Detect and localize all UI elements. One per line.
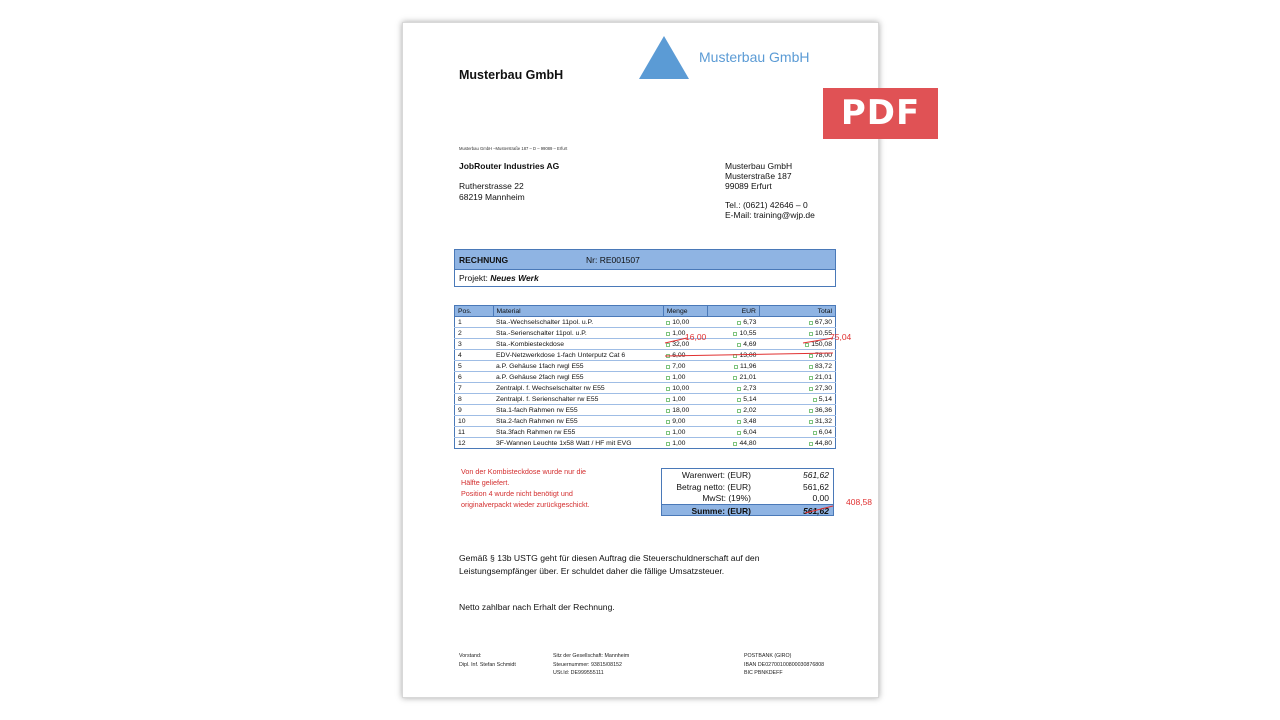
cell-material (493, 427, 663, 438)
cell-eur (708, 405, 760, 416)
field-marker-icon (666, 398, 670, 402)
cell-menge (663, 405, 708, 416)
cell-menge-text: 1,00 (672, 373, 686, 381)
cell-menge (663, 317, 708, 328)
cell-eur (708, 427, 760, 438)
field-marker-icon (737, 420, 741, 424)
cell-total (759, 416, 835, 427)
tax-note-line: Gemäß § 13b USTG geht für diesen Auftrag die Steuerschuldnerschaft auf den (459, 553, 760, 563)
footer-vat-id: USt.Id: DE999555111 (553, 670, 604, 676)
cell-eur-text: 3,48 (743, 417, 757, 425)
cell-menge (663, 438, 708, 449)
cell-menge-text: 10,00 (672, 318, 690, 326)
footer-bic: BIC PBNKDEFF (744, 670, 783, 676)
cell-material-text: Sta.-Kombiesteckdose (496, 340, 565, 348)
cell-pos-text: 3 (458, 340, 462, 348)
cell-menge-text: 10,00 (672, 384, 690, 392)
field-marker-icon (666, 365, 670, 369)
field-marker-icon (809, 420, 813, 424)
cell-material (493, 350, 663, 361)
cell-material (493, 383, 663, 394)
summe-label: Summe: (EUR) (691, 505, 751, 516)
cell-material-text: Sta.-Wechselschalter 11pol. u.P. (496, 318, 594, 326)
field-marker-icon (666, 321, 670, 325)
footer-bank (744, 652, 824, 678)
field-marker-icon (813, 431, 817, 435)
cell-material-text: Sta.3fach Rahmen rw E55 (496, 428, 576, 436)
cell-total (759, 383, 835, 394)
field-marker-icon (666, 420, 670, 424)
field-marker-icon (737, 409, 741, 413)
cell-material (493, 394, 663, 405)
cell-eur (708, 372, 760, 383)
cell-menge-text: 1,00 (672, 428, 686, 436)
issuer-street: Musterstraße 187 (725, 171, 792, 181)
cell-eur-text: 44,80 (739, 439, 757, 447)
field-marker-icon (666, 387, 670, 391)
cell-total (759, 317, 835, 328)
table-row (455, 427, 836, 438)
field-marker-icon (666, 431, 670, 435)
issuer-email: E-Mail: training@wjp.de (725, 210, 815, 220)
recipient-address (459, 161, 559, 203)
field-marker-icon (809, 442, 813, 446)
cell-menge-text: 1,00 (672, 439, 686, 447)
invoice-page (402, 22, 879, 698)
netto-value: 561,62 (803, 481, 829, 492)
correction-menge-row3: 16,00 (685, 332, 707, 342)
table-row (455, 416, 836, 427)
footer-bank-name: POSTBANK (GIRO) (744, 653, 792, 659)
table-row (455, 372, 836, 383)
issuer-name: Musterbau GmbH (725, 161, 793, 171)
cell-eur-text: 2,02 (743, 406, 757, 414)
cell-menge-text: 7,00 (672, 362, 686, 370)
cell-material-text: Zentralpl. f. Wechselschalter rw E55 (496, 384, 605, 392)
warenwert-row (662, 469, 833, 481)
tax-note-line: Leistungsempfänger über. Er schuldet daher die fällige Umsatzsteuer. (459, 565, 725, 576)
cell-pos-text: 5 (458, 362, 462, 370)
field-marker-icon (737, 398, 741, 402)
cell-menge-text: 32,00 (672, 340, 690, 348)
cell-material (493, 438, 663, 449)
cell-menge (663, 427, 708, 438)
issuer-address (725, 161, 815, 220)
project-line (455, 270, 835, 283)
field-marker-icon (733, 442, 737, 446)
cell-menge (663, 372, 708, 383)
cell-total (759, 372, 835, 383)
cell-eur (708, 438, 760, 449)
cell-eur-text: 5,14 (743, 395, 757, 403)
issuer-city: 99089 Erfurt (725, 181, 772, 191)
cell-eur-text: 13,00 (739, 351, 757, 359)
cell-pos (455, 405, 494, 416)
strike-summe (803, 503, 835, 515)
field-marker-icon (809, 376, 813, 380)
tax-note (459, 552, 839, 577)
cell-total-text: 36,36 (814, 406, 832, 414)
field-marker-icon (666, 442, 670, 446)
cell-pos-text: 9 (458, 406, 462, 414)
field-marker-icon (809, 321, 813, 325)
cell-pos (455, 350, 494, 361)
field-marker-icon (809, 365, 813, 369)
cell-material (493, 372, 663, 383)
table-row (455, 394, 836, 405)
mwst-label: MwSt: (19%) (702, 493, 751, 503)
cell-eur (708, 383, 760, 394)
cell-pos-text: 1 (458, 318, 462, 326)
cell-pos-text: 6 (458, 373, 462, 381)
table-row (455, 361, 836, 372)
cell-menge (663, 361, 708, 372)
field-marker-icon (809, 409, 813, 413)
items-header-row (455, 306, 836, 317)
warenwert-value: 561,62 (803, 470, 829, 480)
cell-total (759, 394, 835, 405)
cell-pos-text: 4 (458, 351, 462, 359)
field-marker-icon (737, 321, 741, 325)
cell-pos-text: 11 (458, 428, 466, 436)
cell-total-text: 5,14 (818, 395, 832, 403)
summe-value: 561,62 (803, 505, 829, 516)
cell-total-text: 21,01 (814, 373, 832, 381)
col-pos: Pos. (455, 306, 494, 317)
cell-pos (455, 339, 494, 350)
table-row (455, 317, 836, 328)
field-marker-icon (737, 387, 741, 391)
strike-menge-row3 (665, 338, 687, 343)
sender-line: Musterbau GmbH –Musterstraße 187 – D – 99089 – Erfurt (459, 146, 568, 151)
cell-total-text: 83,72 (814, 362, 832, 370)
cell-pos (455, 427, 494, 438)
cell-pos-text: 12 (458, 439, 466, 447)
cell-pos (455, 328, 494, 339)
cell-eur-text: 10,55 (739, 329, 757, 337)
table-row (455, 438, 836, 449)
strike-row4 (665, 353, 833, 356)
payment-note: Netto zahlbar nach Erhalt der Rechnung. (459, 602, 615, 612)
cell-material (493, 405, 663, 416)
remark-line: originalverpackt wieder zurückgeschickt. (461, 500, 590, 509)
footer-board-label: Vorstand: (459, 653, 482, 659)
cell-total (759, 427, 835, 438)
footer-iban: IBAN DE02700100800030876808 (744, 661, 825, 668)
cell-pos-text: 2 (458, 329, 462, 337)
cell-eur-text: 21,01 (739, 373, 757, 381)
cell-pos-text: 10 (458, 417, 466, 425)
field-marker-icon (809, 387, 813, 391)
cell-eur-text: 11,96 (739, 362, 757, 370)
recipient-city: 68219 Mannheim (459, 192, 525, 202)
cell-total-text: 27,30 (814, 384, 832, 392)
cell-material-text: a.P. Gehäuse 1fach rwgl E55 (496, 362, 584, 370)
cell-total-text: 31,32 (814, 417, 832, 425)
cell-pos-text: 7 (458, 384, 462, 392)
cell-material-text: EDV-Netzwerkdose 1-fach Unterputz Cat 6 (496, 351, 626, 359)
items-table (454, 305, 836, 449)
recipient-street: Rutherstrasse 22 (459, 181, 524, 191)
cell-total (759, 438, 835, 449)
field-marker-icon (666, 376, 670, 380)
cell-material-text: Sta.1-fach Rahmen rw E55 (496, 406, 578, 414)
cell-menge-text: 6,00 (672, 351, 686, 359)
cell-material-text: 3F-Wannen Leuchte 1x58 Watt / HF mit EVG (496, 439, 632, 447)
cell-eur (708, 317, 760, 328)
cell-total-text: 67,30 (814, 318, 832, 326)
cell-material (493, 361, 663, 372)
logo-triangle-icon (639, 36, 689, 79)
footer-company (553, 652, 629, 678)
warenwert-label: Warenwert: (EUR) (681, 470, 751, 480)
cell-menge (663, 394, 708, 405)
field-marker-icon (737, 431, 741, 435)
netto-row (662, 481, 833, 493)
cell-pos (455, 361, 494, 372)
invoice-number: Nr: RE001507 (586, 255, 640, 265)
cell-menge-text: 1,00 (672, 329, 686, 337)
col-eur: EUR (708, 306, 760, 317)
cell-pos (455, 416, 494, 427)
field-marker-icon (734, 365, 738, 369)
remark-line: Hälfte geliefert. (461, 478, 510, 487)
footer-board (459, 652, 516, 669)
cell-eur-text: 6,04 (743, 428, 757, 436)
cell-menge-text: 1,00 (672, 395, 686, 403)
invoice-label: RECHNUNG (459, 255, 509, 265)
cell-material-text: Sta.2-fach Rahmen rw E55 (496, 417, 578, 425)
cell-total-text: 6,04 (818, 428, 832, 436)
cell-material-text: a.P. Gehäuse 2fach rwgl E55 (496, 373, 584, 381)
field-marker-icon (733, 376, 737, 380)
cell-material-text: Zentralpl. f. Serienschalter rw E55 (496, 395, 599, 403)
netto-label: Betrag netto: (EUR) (676, 481, 751, 492)
col-material: Material (493, 306, 663, 317)
pdf-badge: PDF (823, 88, 938, 139)
footer-seat: Sitz der Gesellschaft: Mannheim (553, 653, 630, 659)
strike-marks (663, 335, 839, 359)
correction-summe: 408,58 (846, 497, 872, 507)
cell-pos (455, 372, 494, 383)
cell-total-text: 44,80 (814, 439, 832, 447)
col-total: Total (759, 306, 835, 317)
cell-eur (708, 361, 760, 372)
cell-menge (663, 383, 708, 394)
remark-line: Position 4 wurde nicht benötigt und (461, 489, 573, 498)
cell-pos (455, 394, 494, 405)
footer-board-name: Dipl. Inf. Stefan Schmidt (459, 661, 516, 668)
strike-total-row3 (803, 338, 833, 343)
cell-menge-text: 9,00 (672, 417, 686, 425)
field-marker-icon (666, 409, 670, 413)
cell-material-text: Sta.-Serienschalter 11pol. u.P. (496, 329, 587, 337)
correction-total-row3: 75,04 (830, 332, 852, 342)
cell-menge (663, 416, 708, 427)
col-menge: Menge (663, 306, 708, 317)
cell-pos (455, 383, 494, 394)
company-title: Musterbau GmbH (459, 68, 564, 82)
table-row (455, 383, 836, 394)
cell-total (759, 361, 835, 372)
issuer-tel: Tel.: (0621) 42646 – 0 (725, 200, 808, 210)
cell-eur-text: 6,73 (743, 318, 757, 326)
cell-eur (708, 416, 760, 427)
cell-material (493, 416, 663, 427)
cell-pos-text: 8 (458, 395, 462, 403)
cell-material (493, 339, 663, 350)
cell-pos (455, 317, 494, 328)
footer-tax-no: Steuernummer: 93815/08152 (553, 661, 622, 668)
cell-material (493, 317, 663, 328)
mwst-row (662, 492, 833, 504)
cell-material (493, 328, 663, 339)
project-label: Projekt: (459, 273, 488, 283)
cell-total-text: 150,08 (811, 340, 832, 348)
logo-text: Musterbau GmbH (699, 49, 810, 65)
cell-eur-text: 4,69 (743, 340, 757, 348)
remark-line: Von der Kombisteckdose wurde nur die (461, 467, 587, 476)
cell-menge-text: 18,00 (672, 406, 690, 414)
recipient-name: JobRouter Industries AG (459, 161, 560, 171)
cell-pos (455, 438, 494, 449)
table-row (455, 405, 836, 416)
cell-total-text: 10,55 (814, 329, 832, 337)
field-marker-icon (813, 398, 817, 402)
cell-total (759, 405, 835, 416)
mwst-value: 0,00 (812, 493, 829, 503)
cell-eur (708, 394, 760, 405)
cell-eur-text: 2,73 (743, 384, 757, 392)
project-name: Neues Werk (490, 273, 539, 283)
invoice-header-box (454, 249, 836, 287)
remarks (461, 466, 621, 510)
cell-total-text: 78,00 (814, 351, 832, 359)
